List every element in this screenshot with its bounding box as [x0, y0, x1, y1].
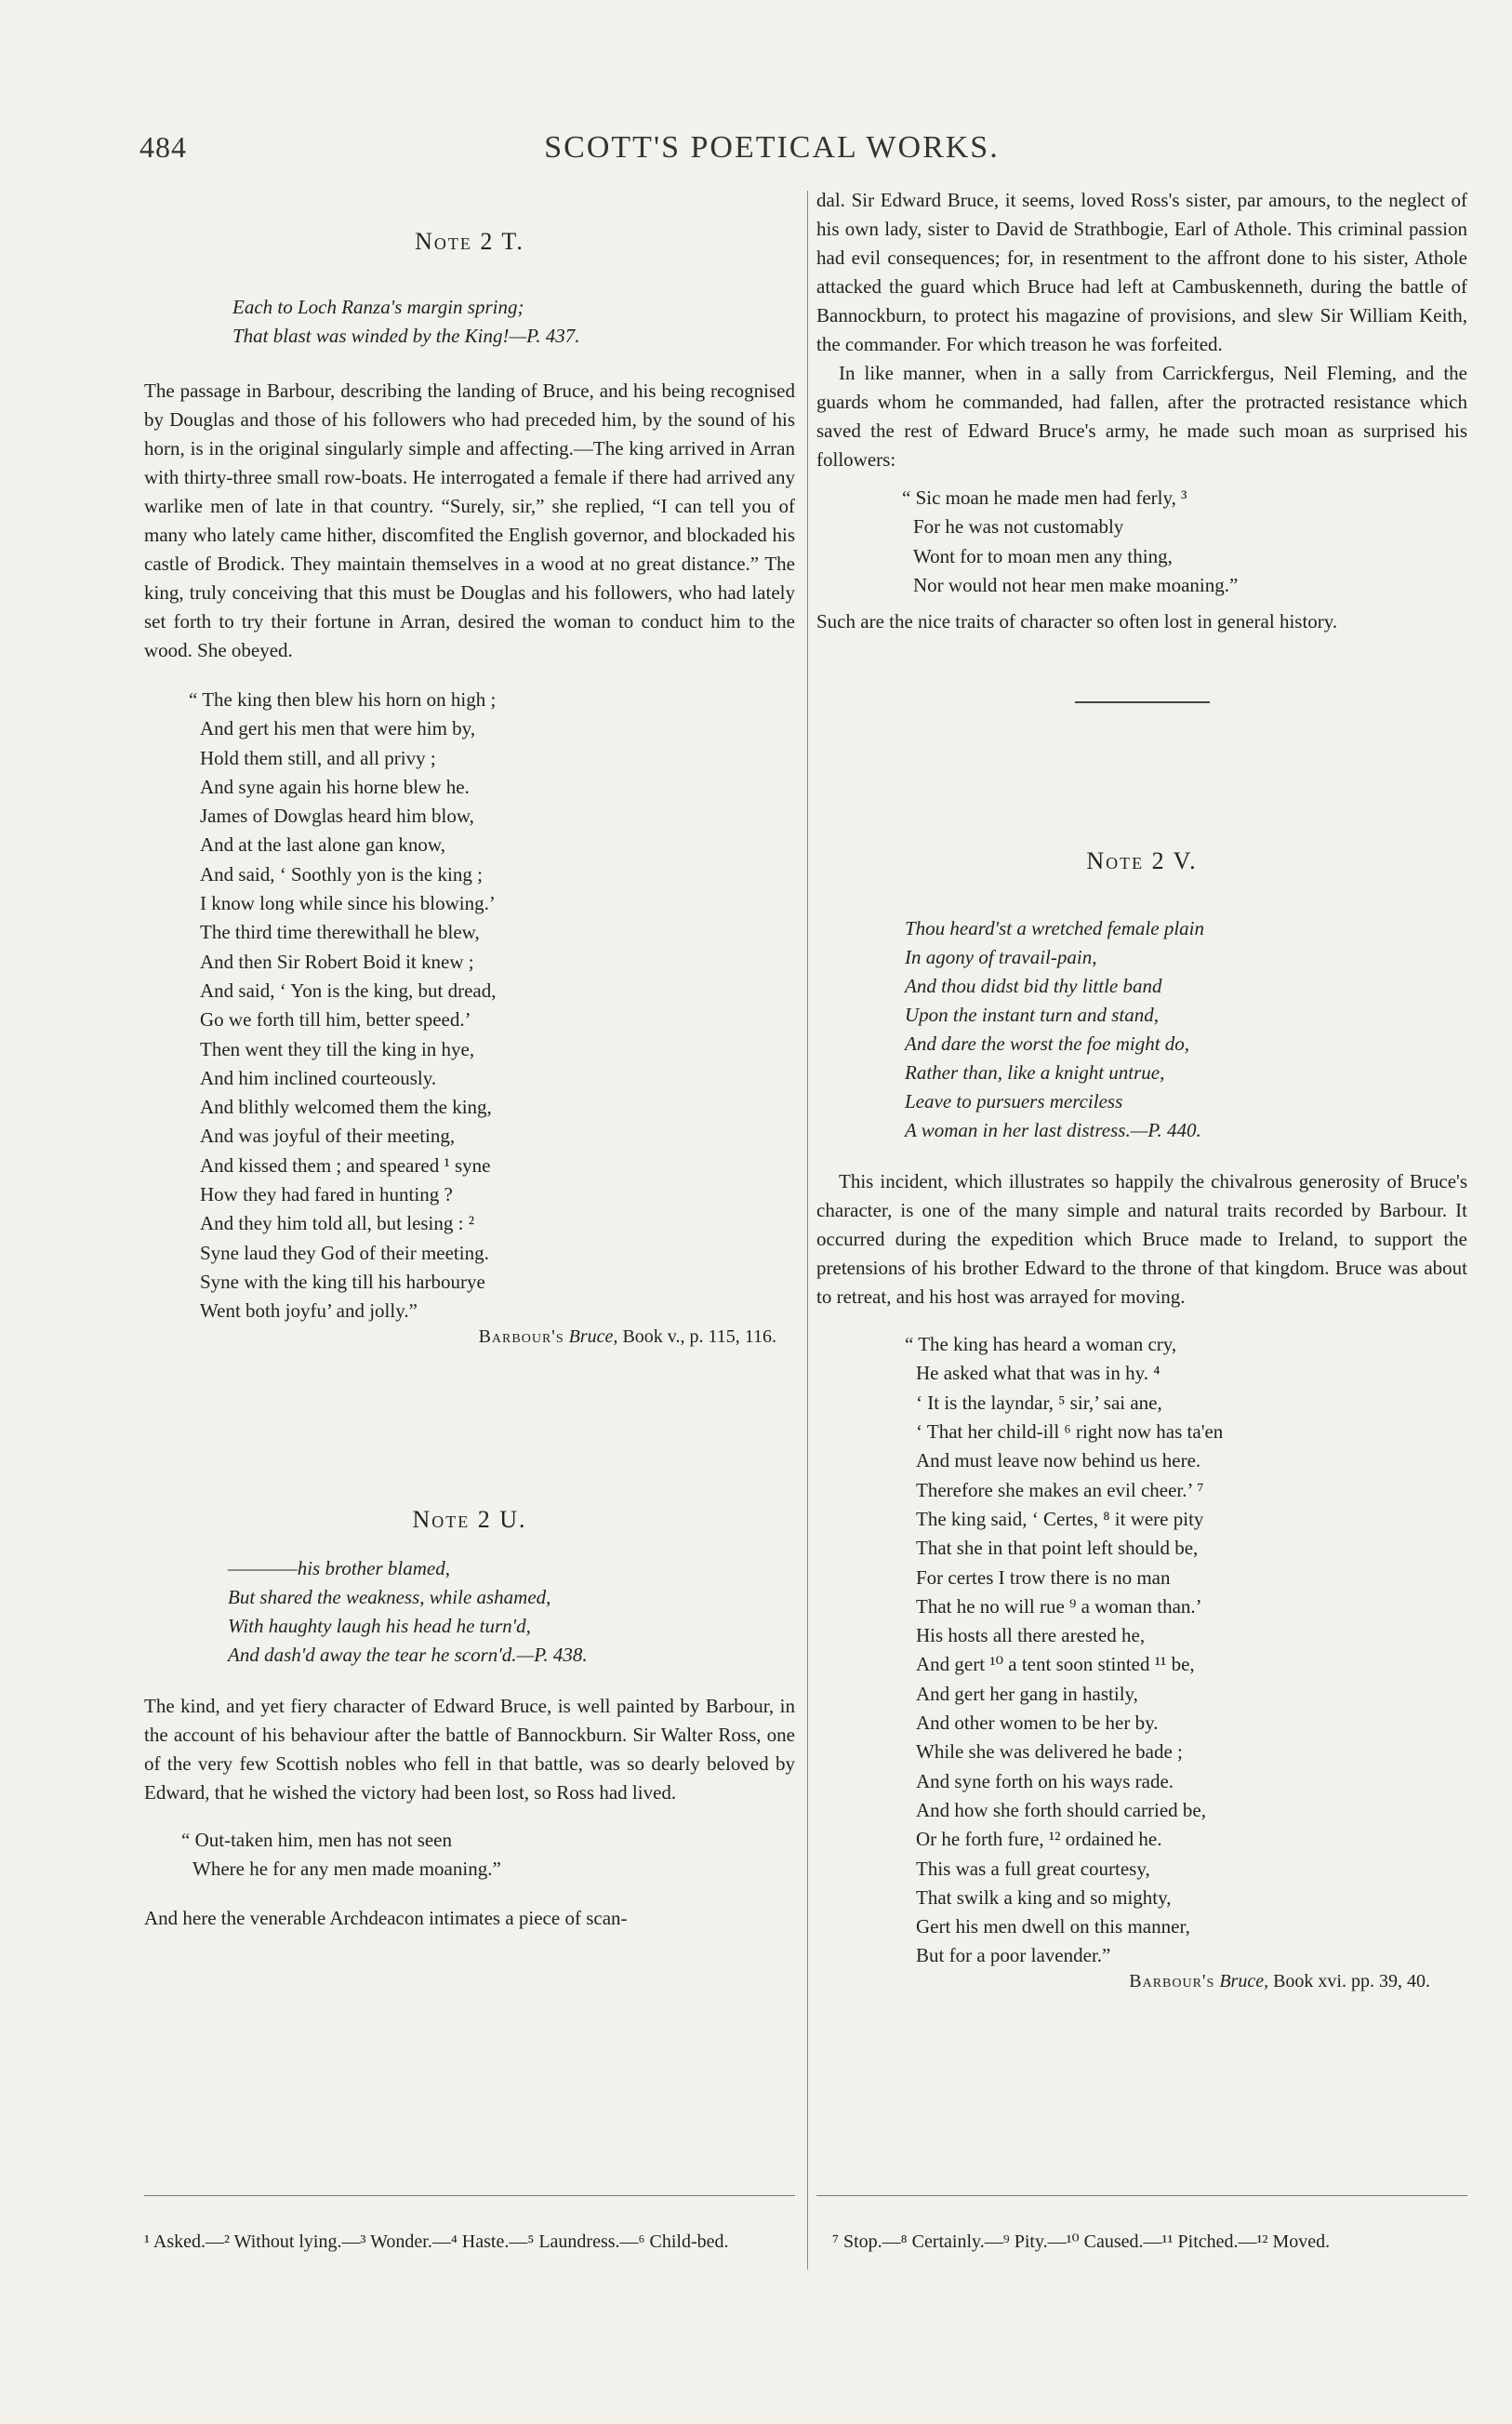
verse-line: And him inclined courteously. [200, 1066, 437, 1089]
note-2u-paragraph-2: In like manner, when in a sally from Carrickfergus, Neil Fleming, and the guards whom he commanded, had fallen, after the protracted resistance which saved the rest of Edward Bruce's army, he made such moan as surprised his followers: [816, 362, 1467, 471]
epigraph-line: ————his brother blamed, [228, 1556, 450, 1579]
running-title: SCOTT'S POETICAL WORKS. [544, 130, 1000, 165]
epigraph-line: Upon the instant turn and stand, [905, 1004, 1160, 1027]
verse-line: And syne forth on his ways rade. [916, 1769, 1174, 1792]
epigraph-line: Thou heard'st a wretched female plain [905, 917, 1204, 940]
verse-line: And kissed them ; and speared ¹ syne [200, 1153, 491, 1177]
epigraph-line: And dash'd away the tear he scorn'd.—P. 438. [228, 1643, 588, 1666]
verse-line: While she was delivered he bade ; [916, 1740, 1183, 1764]
verse-line: And was joyful of their meeting, [200, 1125, 456, 1148]
footnote-rule-right [816, 2195, 1467, 2196]
note-2u-verse [144, 1826, 795, 1885]
attribution-author: Barbour's [1129, 1970, 1215, 1991]
note-2u-verse-2 [816, 484, 1467, 600]
attribution-author: Barbour's [478, 1325, 564, 1347]
note-2v-attribution [816, 1971, 1467, 1992]
verse-line: James of Dowglas heard him blow, [200, 805, 474, 828]
verse-line: And said, ‘ Yon is the king, but dread, [200, 979, 497, 1002]
verse-line: But for a poor lavender.” [916, 1944, 1111, 1967]
verse-line: For he was not customably [913, 515, 1124, 539]
epigraph-line: And thou didst bid thy little band [905, 975, 1162, 998]
verse-line: Syne with the king till his harbourye [200, 1270, 485, 1293]
note-2t-epigraph [144, 293, 795, 351]
verse-line: And they him told all, but lesing : ² [200, 1212, 475, 1235]
attribution-ref: Book v., p. 115, 116. [622, 1325, 776, 1347]
footnote-rule-left [144, 2195, 795, 2196]
verse-line: Gert his men dwell on this manner, [916, 1915, 1190, 1938]
attribution-work: Bruce, [568, 1325, 618, 1347]
verse-line: Nor would not hear men make moaning.” [913, 573, 1239, 596]
attribution-work: Bruce, [1219, 1970, 1269, 1991]
verse-line: His hosts all there arested he, [916, 1624, 1146, 1647]
verse-line: And blithly welcomed them the king, [200, 1096, 492, 1119]
left-column [144, 186, 795, 1933]
epigraph-line: Leave to pursuers merciless [905, 1090, 1123, 1113]
verse-line: How they had fared in hunting ? [200, 1183, 453, 1206]
epigraph-line: In agony of travail-pain, [905, 946, 1097, 969]
note-2t-heading: Note 2 T. [415, 228, 524, 255]
column-rule [807, 191, 808, 2270]
verse-line: And syne again his horne blew he. [200, 775, 470, 798]
right-column [816, 186, 1467, 1992]
verse-line: And must leave now behind us here. [916, 1449, 1201, 1472]
epigraph-line: And dare the worst the foe might do, [905, 1032, 1190, 1056]
verse-line: That she in that point left should be, [916, 1537, 1199, 1560]
verse-line: This was a full great courtesy, [916, 1857, 1150, 1880]
verse-line: And said, ‘ Soothly yon is the king ; [200, 862, 483, 886]
verse-line: Syne laud they God of their meeting. [200, 1241, 489, 1264]
verse-line: He asked what that was in hy. ⁴ [916, 1362, 1161, 1385]
verse-line: Therefore she makes an evil cheer.’ ⁷ [916, 1478, 1204, 1501]
footnotes-right: ⁷ Stop.—⁸ Certainly.—⁹ Pity.—¹⁰ Caused.—¹¹ Pitched.—¹² Moved. [832, 2231, 1331, 2252]
note-2u-paragraph: The kind, and yet fiery character of Edward Bruce, is well painted by Barbour, in the account of his behaviour after the battle of Bannockburn. Sir Walter Ross, one of the very few Scottish nobles who fell in that battle, was so dearly beloved by Edward, that he wished the victory had been lost, so Ross had lived. [144, 1694, 795, 1804]
verse-line: I know long while since his blowing.’ [200, 892, 496, 915]
verse-line: “ The king then blew his horn on high ; [189, 688, 497, 711]
note-2v-heading: Note 2 V. [1086, 847, 1198, 875]
note-2t-attribution [144, 1326, 795, 1348]
note-2v-paragraph: This incident, which illustrates so happily the chivalrous generosity of Bruce's character, is one of the many simple and natural traits recorded by Barbour. It occurred during the expedition which Bruce made to Ireland, to support the pretensions of his brother Edward to the throne of that kingdom. Bruce was about to retreat, and his host was arrayed for moving. [816, 1170, 1467, 1309]
page-header [139, 130, 1404, 173]
note-2u-epigraph [144, 1554, 795, 1670]
verse-line: ‘ It is the layndar, ⁵ sir,’ sai ane, [916, 1391, 1162, 1414]
footnotes-left: ¹ Asked.—² Without lying.—³ Wonder.—⁴ Haste.—⁵ Laundress.—⁶ Child-bed. [144, 2231, 729, 2252]
verse-line: “ Out-taken him, men has not seen [181, 1828, 453, 1851]
verse-line: And then Sir Robert Boid it knew ; [200, 950, 474, 973]
verse-line: And gert her gang in hastily, [916, 1682, 1138, 1705]
note-2u-heading: Note 2 U. [412, 1505, 527, 1533]
verse-line: And at the last alone gan know, [200, 833, 445, 857]
attribution-ref: Book xvi. pp. 39, 40. [1273, 1970, 1430, 1991]
verse-line: And how she forth should carried be, [916, 1798, 1207, 1821]
verse-line: For certes I trow there is no man [916, 1565, 1171, 1589]
note-2v-epigraph [816, 914, 1467, 1145]
epigraph-line: A woman in her last distress.—P. 440. [905, 1119, 1201, 1142]
verse-line: And gert ¹⁰ a tent soon stinted ¹¹ be, [916, 1653, 1195, 1676]
verse-line: The king said, ‘ Certes, ⁸ it were pity [916, 1507, 1204, 1530]
verse-line: That swilk a king and so mighty, [916, 1885, 1172, 1909]
note-2t-paragraph: The passage in Barbour, describing the landing of Bruce, and his being recognised by Douglas and those of his followers who had preceded him, by the sound of his horn, is in the original singularly simple and affecting.—The king arrived in Arran with thirty-three small row-boats. He interrogated a female if there had arrived any warlike men of late in that country. “Surely, sir,” she replied, “I can tell you of many who lately came hither, discomfited the English governor, and blockaded his castle of Brodick. They maintain themselves in a wood at no great distance.” The king, truly conceiving that this must be Douglas and his followers, who had lately set forth to try their fortune in Arran, desired the woman to conduct him to the wood. She obeyed. [144, 380, 795, 661]
epigraph-line: With haughty laugh his head he turn'd, [228, 1614, 531, 1637]
verse-line: Went both joyfu’ and jolly.” [200, 1299, 418, 1323]
note-2u-right-continuation: dal. Sir Edward Bruce, it seems, loved Ross's sister, par amours, to the neglect of his own lady, sister to David de Strathbogie, Earl of Athole. This criminal passion had evil consequences; for, in resentment to the affront done to his sister, Athole attacked the guard which Bruce had left at Cambuskenneth, during the battle of Bannockburn, to protect his magazine of provisions, and slew Sir William Keith, the commander. For which treason he was forfeited. [816, 189, 1467, 355]
epigraph-line: Each to Loch Ranza's margin spring; [232, 296, 524, 318]
verse-line: Hold them still, and all privy ; [200, 746, 436, 769]
verse-line: Or he forth fure, ¹² ordained he. [916, 1828, 1162, 1851]
note-2v-verse [816, 1330, 1467, 1971]
verse-line: Where he for any men made moaning.” [192, 1857, 501, 1880]
note-2t-verse [144, 686, 795, 1326]
verse-line: ‘ That her child-ill ⁶ right now has ta'en [916, 1420, 1224, 1444]
verse-line: And gert his men that were him by, [200, 717, 476, 740]
verse-line: And other women to be her by. [916, 1711, 1159, 1735]
verse-line: “ The king has heard a woman cry, [905, 1333, 1177, 1356]
note-2u-closing: Such are the nice traits of character so often lost in general history. [816, 610, 1338, 633]
verse-line: That he no will rue ⁹ a woman than.’ [916, 1594, 1202, 1618]
epigraph-line: But shared the weakness, while ashamed, [228, 1585, 551, 1608]
epigraph-line: Rather than, like a knight untrue, [905, 1061, 1165, 1085]
epigraph-line: That blast was winded by the King!—P. 437. [232, 325, 580, 347]
verse-line: Wont for to moan men any thing, [913, 544, 1173, 567]
page-number: 484 [139, 130, 187, 164]
note-2u-continuation: And here the venerable Archdeacon intimates a piece of scan- [144, 1907, 628, 1930]
verse-line: Go we forth till him, better speed.’ [200, 1008, 471, 1032]
verse-line: Then went they till the king in hye, [200, 1037, 475, 1060]
verse-line: “ Sic moan he made men had ferly, ³ [902, 486, 1187, 509]
verse-line: The third time therewithall he blew, [200, 921, 480, 944]
